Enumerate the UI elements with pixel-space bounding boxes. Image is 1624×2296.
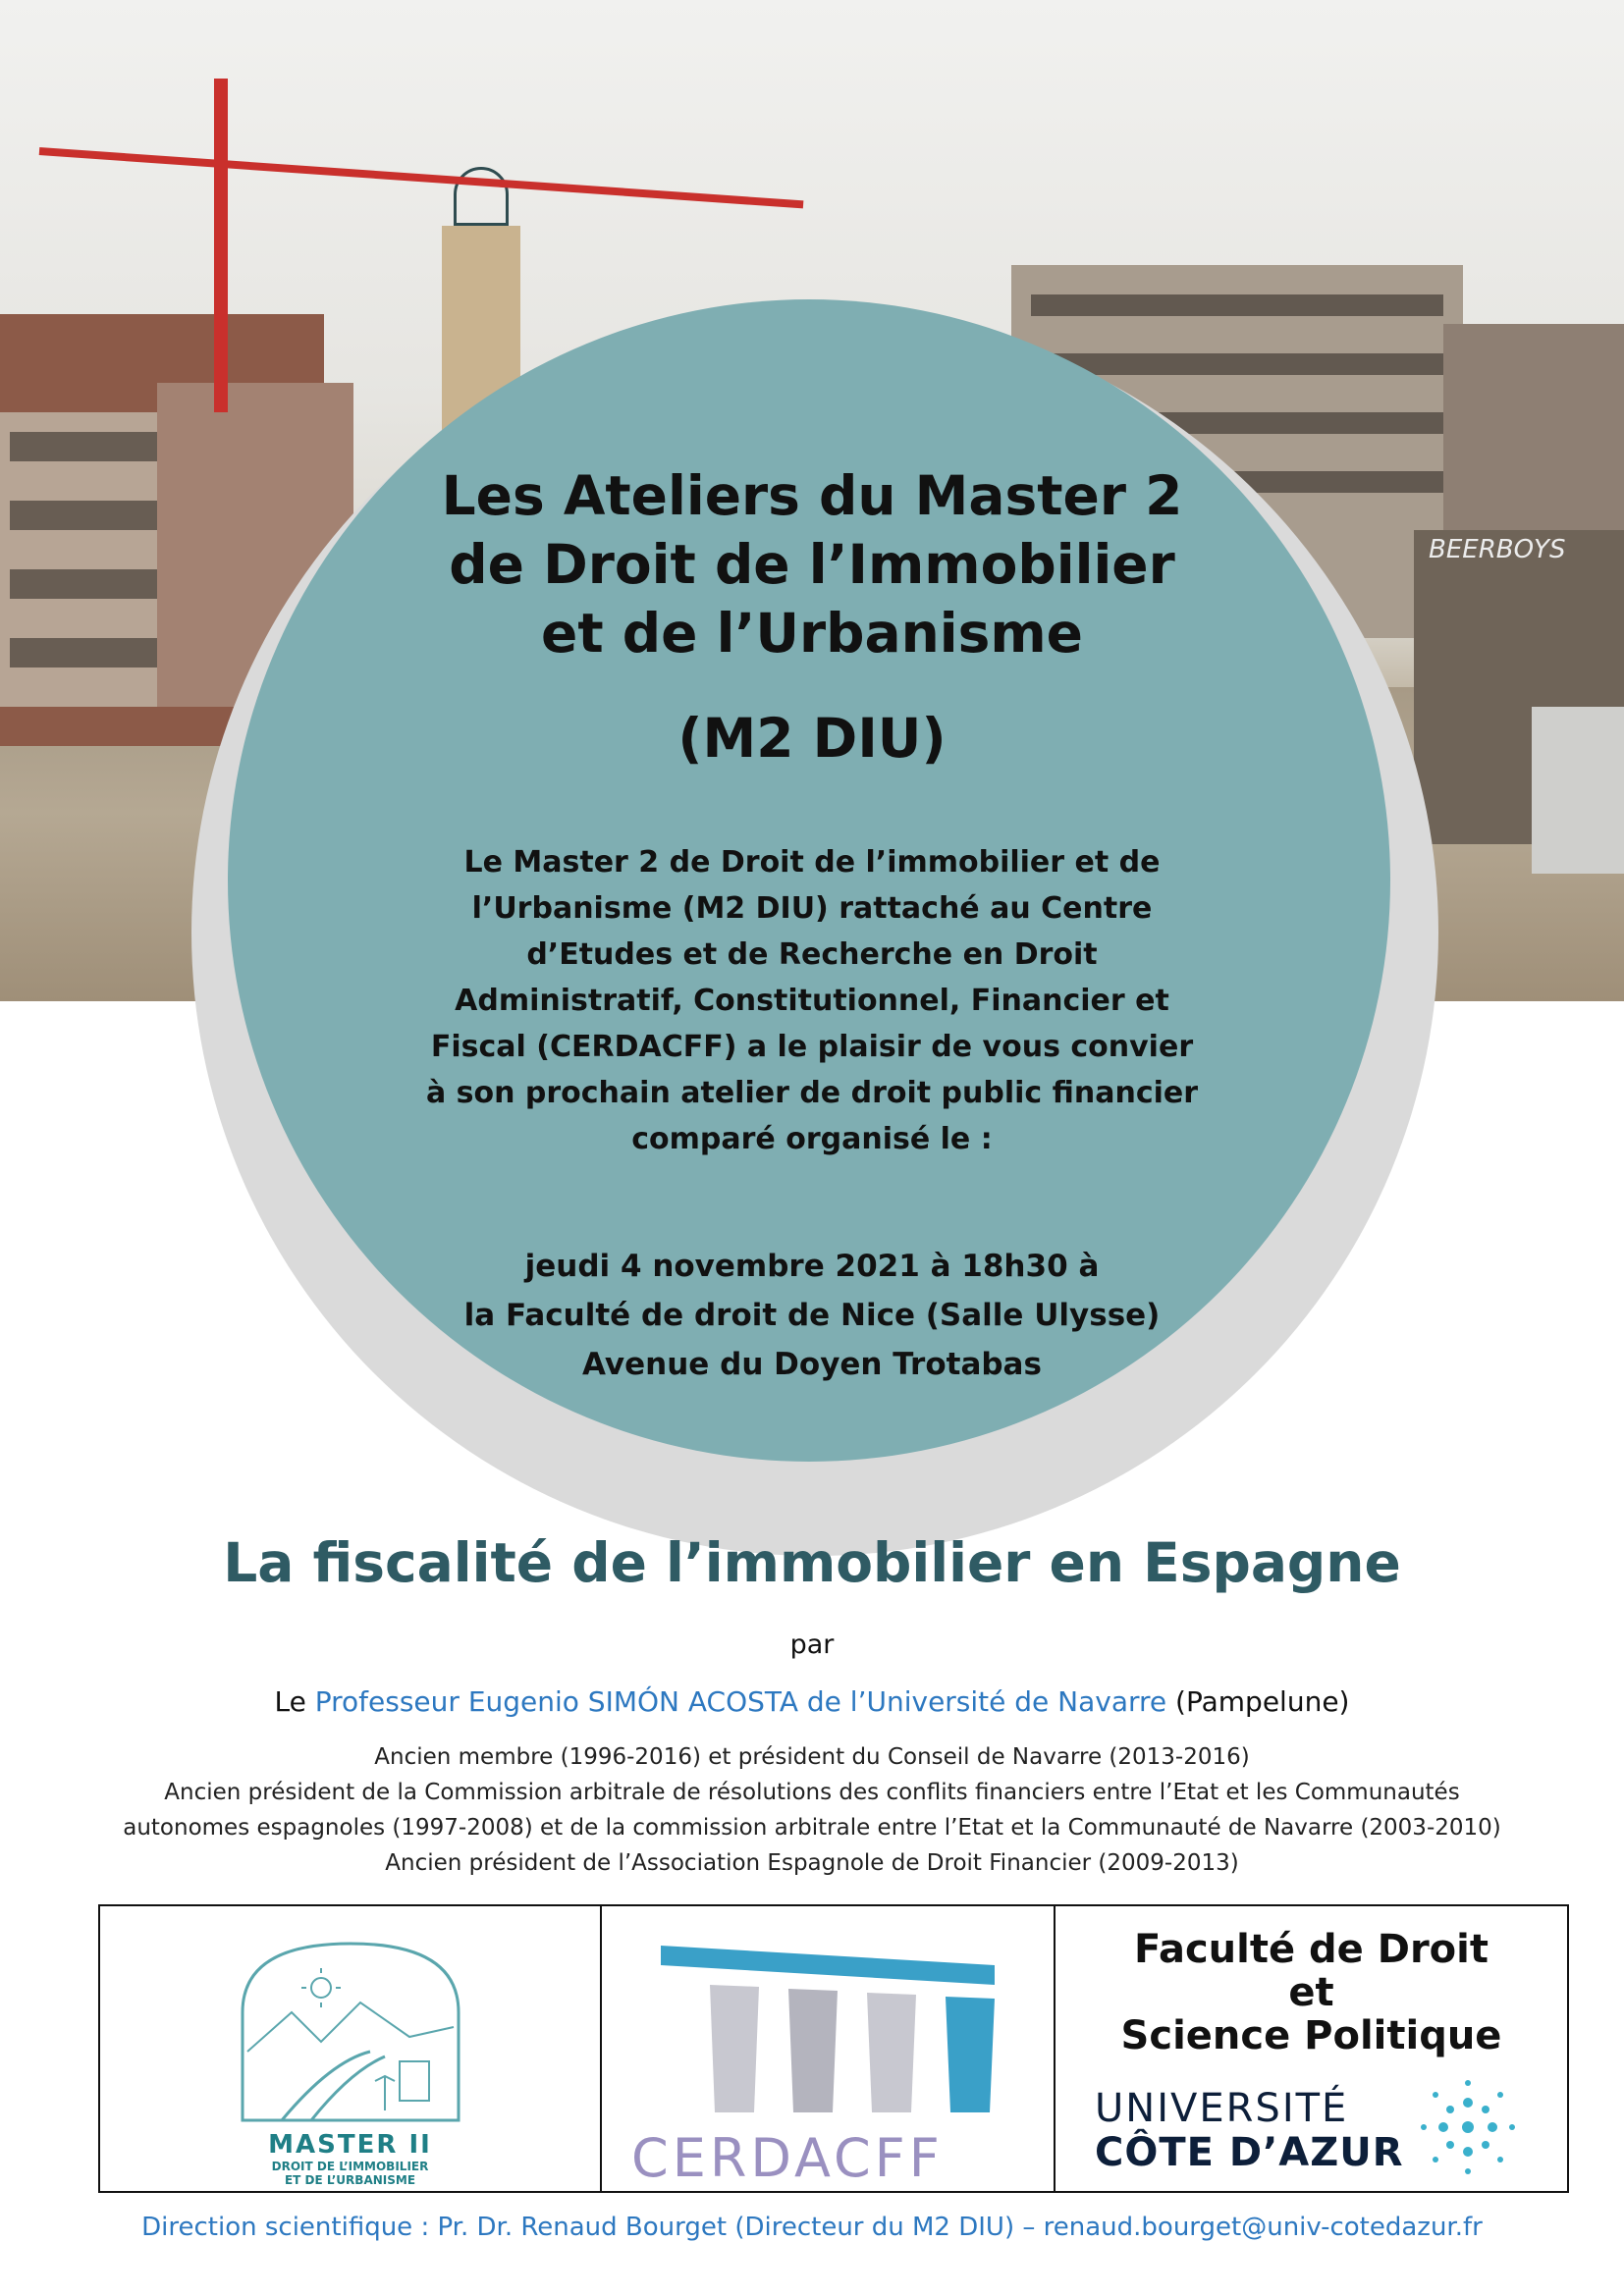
invitation-line: comparé organisé le : [631, 1122, 993, 1156]
talk-title: La fiscalité de l’immobilier en Espagne [223, 1531, 1401, 1594]
crane-mast [214, 79, 228, 412]
event-date: jeudi 4 novembre 2021 à 18h30 à [524, 1249, 1100, 1284]
event-title [295, 461, 1329, 667]
event-details [403, 1242, 1221, 1389]
faculty-line: et [1288, 1970, 1334, 2015]
invitation-line: d’Etudes et de Recherche en Droit [526, 937, 1098, 972]
event-venue: la Faculté de droit de Nice (Salle Ulysse) [463, 1298, 1161, 1333]
faculty-line: Science Politique [1120, 2013, 1502, 2058]
concrete-block [1532, 707, 1624, 874]
university-name-2: CÔTE D’AZUR [1095, 2130, 1404, 2175]
invitation-line: Le Master 2 de Droit de l’immobilier et de [463, 845, 1161, 880]
logo-strip [98, 1904, 1569, 2193]
invitation-text [403, 839, 1221, 1162]
master-subtitle-1: DROIT DE L’IMMOBILIER [271, 2160, 429, 2173]
master-logo [100, 1906, 600, 2191]
faculty-line: Faculté de Droit [1134, 1927, 1489, 1972]
university-dots-icon [1414, 2073, 1522, 2181]
invitation-line: Administratif, Constitutionnel, Financier et [455, 984, 1169, 1018]
footer-contact: Direction scientifique : Pr. Dr. Renaud Bourget (Directeur du M2 DIU) – renaud.bourget@univ-cotedazur.fr [141, 2213, 1483, 2242]
university-name-1: UNIVERSITÉ [1095, 2086, 1349, 2131]
faculty-name [1056, 1928, 1567, 2057]
bio-line: Ancien président de l’Association Espagnole de Droit Financier (2009-2013) [385, 1850, 1239, 1876]
master-title: MASTER II [268, 2130, 432, 2160]
cerdacff-name: CERDACFF [631, 2127, 944, 2189]
speaker-suffix: (Pampelune) [1166, 1685, 1350, 1718]
graffiti-text: BEERBOYS [1429, 535, 1566, 564]
faculty-logo [1054, 1906, 1567, 2191]
invitation-line: l’Urbanisme (M2 DIU) rattaché au Centre [471, 891, 1153, 926]
bio-line: Ancien président de la Commission arbitrale de résolutions des conflits financiers entre l’Etat et les Communautés [164, 1780, 1460, 1805]
speaker-bio [59, 1739, 1565, 1881]
cerdacff-logo [600, 1906, 1054, 2191]
invitation-line: Fiscal (CERDACFF) a le plaisir de vous convier [430, 1030, 1194, 1064]
columns-icon [622, 1926, 1034, 2122]
master-emblem-icon [223, 1934, 478, 2130]
title-line: Les Ateliers du Master 2 [441, 464, 1183, 527]
invitation-line: à son prochain atelier de droit public financier [425, 1076, 1199, 1110]
bio-line: autonomes espagnoles (1997-2008) et de la commission arbitrale entre l’Etat et la Communauté de Navarre (2003-2010) [123, 1815, 1501, 1841]
speaker-line [0, 1685, 1624, 1718]
title-line: de Droit de l’Immobilier [449, 533, 1175, 596]
bio-line: Ancien membre (1996-2016) et président du Conseil de Navarre (2013-2016) [374, 1744, 1250, 1770]
speaker-prefix: Le [274, 1685, 315, 1718]
talk-by: par [789, 1629, 835, 1660]
title-line: et de l’Urbanisme [541, 602, 1083, 665]
master-subtitle-2: ET DE L’URBANISME [284, 2173, 416, 2187]
crane-jib [39, 147, 804, 208]
event-address: Avenue du Doyen Trotabas [582, 1347, 1042, 1382]
speaker-name: Professeur Eugenio SIMÓN ACOSTA de l’Université de Navarre [314, 1685, 1167, 1718]
program-abbreviation: (M2 DIU) [677, 707, 947, 770]
